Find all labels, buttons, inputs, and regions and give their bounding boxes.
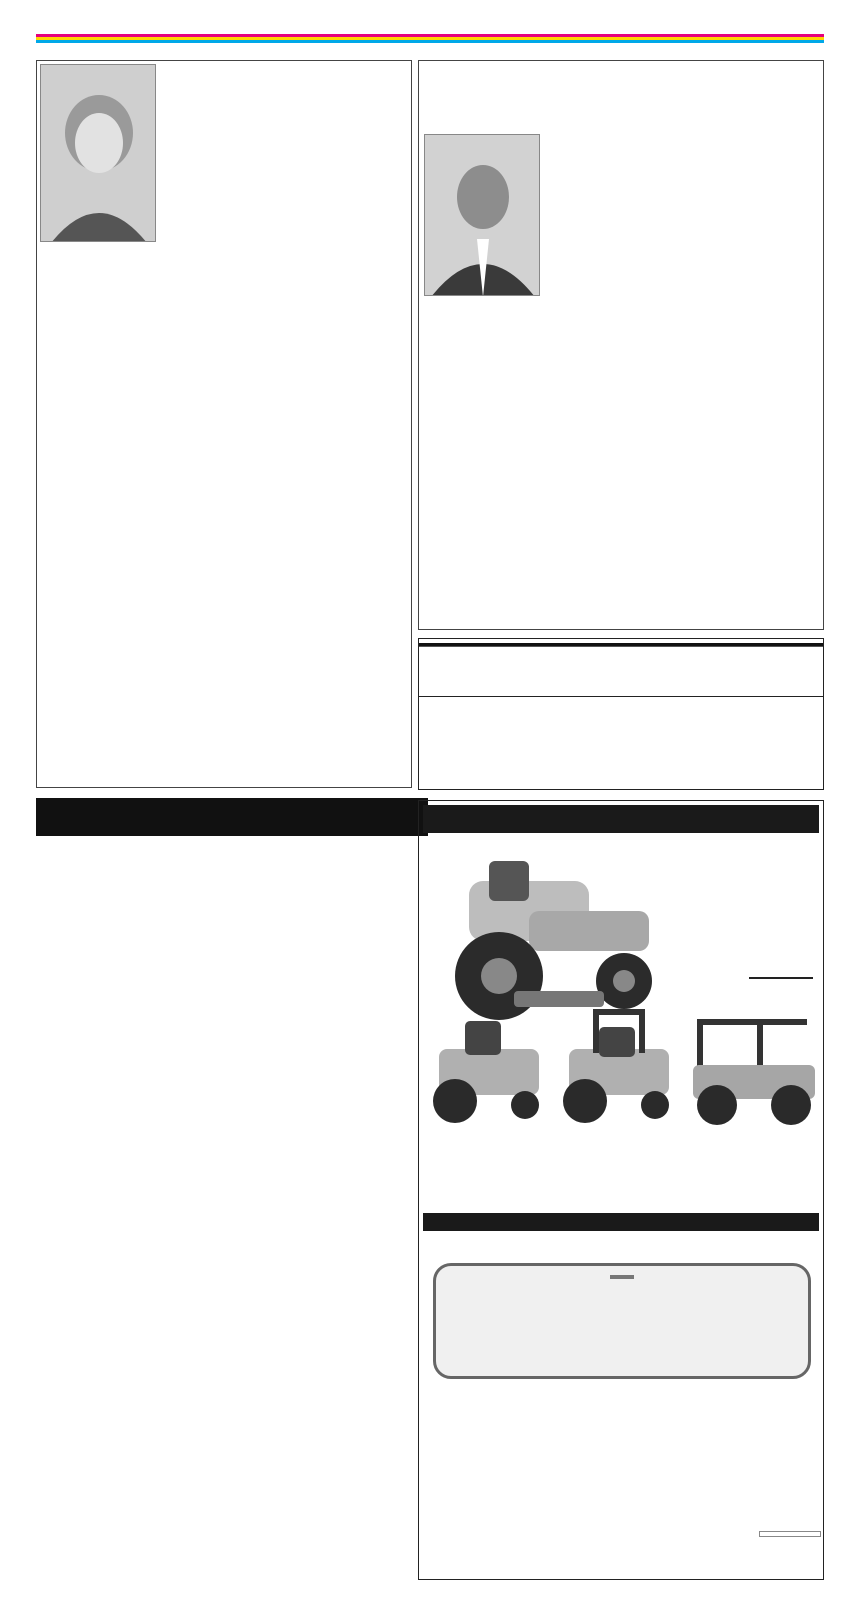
roger-alford-photo	[424, 134, 540, 296]
xt1-tractor-image	[429, 841, 669, 1031]
ad-url-bar	[423, 805, 819, 833]
pro-z-160l-image	[425, 1009, 553, 1129]
bishops-logo-sub	[610, 1275, 634, 1279]
portrait-graphic-2	[425, 135, 540, 296]
financing-note	[759, 1531, 821, 1537]
betty-young-photo	[40, 64, 156, 242]
bookmobile-schedule	[418, 638, 824, 790]
specs-bar	[423, 1213, 819, 1231]
running-head	[36, 42, 824, 58]
gardening-text-col-a	[40, 352, 158, 782]
school-menus	[36, 798, 428, 1588]
portrait-graphic	[41, 65, 156, 242]
gardening-text-col-b	[163, 62, 283, 784]
utility-vehicle-image	[687, 1009, 821, 1129]
bishops-ad	[418, 800, 824, 1580]
xt1-price-box	[749, 977, 813, 979]
gardening-text-col-c	[288, 62, 408, 784]
menus-title-bar	[36, 798, 428, 836]
mama-text-col-b	[545, 134, 671, 626]
pro-z-960s-image	[555, 1009, 683, 1129]
mama-text-col-c	[676, 134, 818, 626]
bishops-logo	[433, 1263, 811, 1379]
mama-text-col-a	[424, 372, 540, 626]
